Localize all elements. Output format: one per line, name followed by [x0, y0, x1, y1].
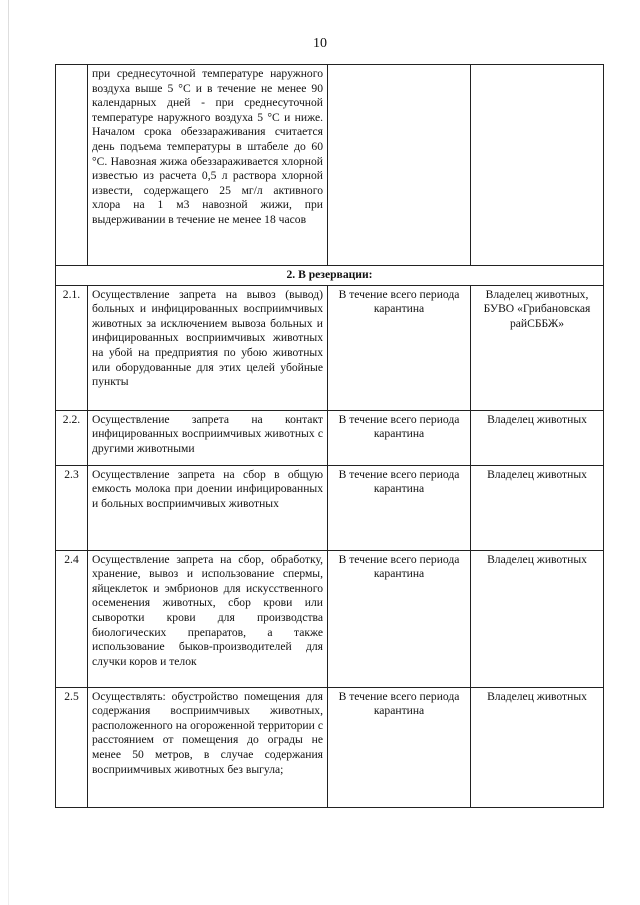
table-row — [56, 285, 604, 410]
table-row — [56, 687, 604, 807]
row-action: Осуществление запрета на сбор, обработку, хранение, вывоз и использование спермы, яйцеклеток и эмбрионов для искусственного осеменения животных, сбор крови или сыворотки крови для производства биологических препаратов, а также использование быков-производителей для случки коров и телок — [88, 550, 328, 687]
row-term: В течение всего периода карантина — [328, 687, 471, 807]
row-action: Осуществление запрета на сбор в общую емкость молока при доении инфицированных и больных восприимчивых животных — [88, 465, 328, 550]
page-number: 10 — [313, 36, 327, 51]
row-term: В течение всего периода карантина — [328, 550, 471, 687]
table-row — [56, 550, 604, 687]
section-header-row — [56, 266, 604, 286]
row-action: Осуществление запрета на вывоз (вывод) больных и инфицированных восприимчивых животных за исключением вывоза больных и инфицированных восприимчивых животных на убой на предприятия по убою животных или оборудованные для этих целей убойные пункты — [88, 285, 328, 410]
table-row — [56, 410, 604, 465]
row-responsible: Владелец животных — [471, 687, 604, 807]
row-responsible: Владелец животных, БУВО «Грибановская райСББЖ» — [471, 285, 604, 410]
row-responsible: Владелец животных — [471, 410, 604, 465]
row-term: В течение всего периода карантина — [328, 410, 471, 465]
row-term: В течение всего периода карантина — [328, 285, 471, 410]
row-number: 2.3 — [56, 465, 88, 550]
row-number: 2.4 — [56, 550, 88, 687]
row-number: 2.5 — [56, 687, 88, 807]
empty-cell — [471, 65, 604, 266]
row-number: 2.1. — [56, 285, 88, 410]
intro-cell: при среднесуточной температуре наружного воздуха выше 5 °С и в течение не менее 90 календарных дней - при среднесуточной температуре наружного воздуха 5 °С и ниже. Началом срока обеззараживания считается день подъема температуры в штабеле до 60 °С. Навозная жижа обеззараживается хлорной известью из расчета 0,5 л раствора хлорной извести, содержащего 25 мг/л активного хлора на 1 м3 навозной жижи, при выдерживании в течение не менее 18 часов — [88, 65, 328, 266]
table-row — [56, 65, 604, 266]
row-responsible: Владелец животных — [471, 550, 604, 687]
row-number: 2.2. — [56, 410, 88, 465]
section-title: 2. В резервации: — [56, 266, 604, 286]
row-action: Осуществление запрета на контакт инфицированных восприимчивых животных с другими животными — [88, 410, 328, 465]
scan-edge — [8, 0, 9, 905]
empty-cell — [328, 65, 471, 266]
empty-cell — [56, 65, 88, 266]
row-action: Осуществлять: обустройство помещения для содержания восприимчивых животных, расположенного на огороженной территории с расстоянием от помещения до ограды не менее 50 метров, в случае содержания восприимчивых животных без выгула; — [88, 687, 328, 807]
row-term: В течение всего периода карантина — [328, 465, 471, 550]
measures-table — [55, 64, 604, 808]
row-responsible: Владелец животных — [471, 465, 604, 550]
table-row — [56, 465, 604, 550]
